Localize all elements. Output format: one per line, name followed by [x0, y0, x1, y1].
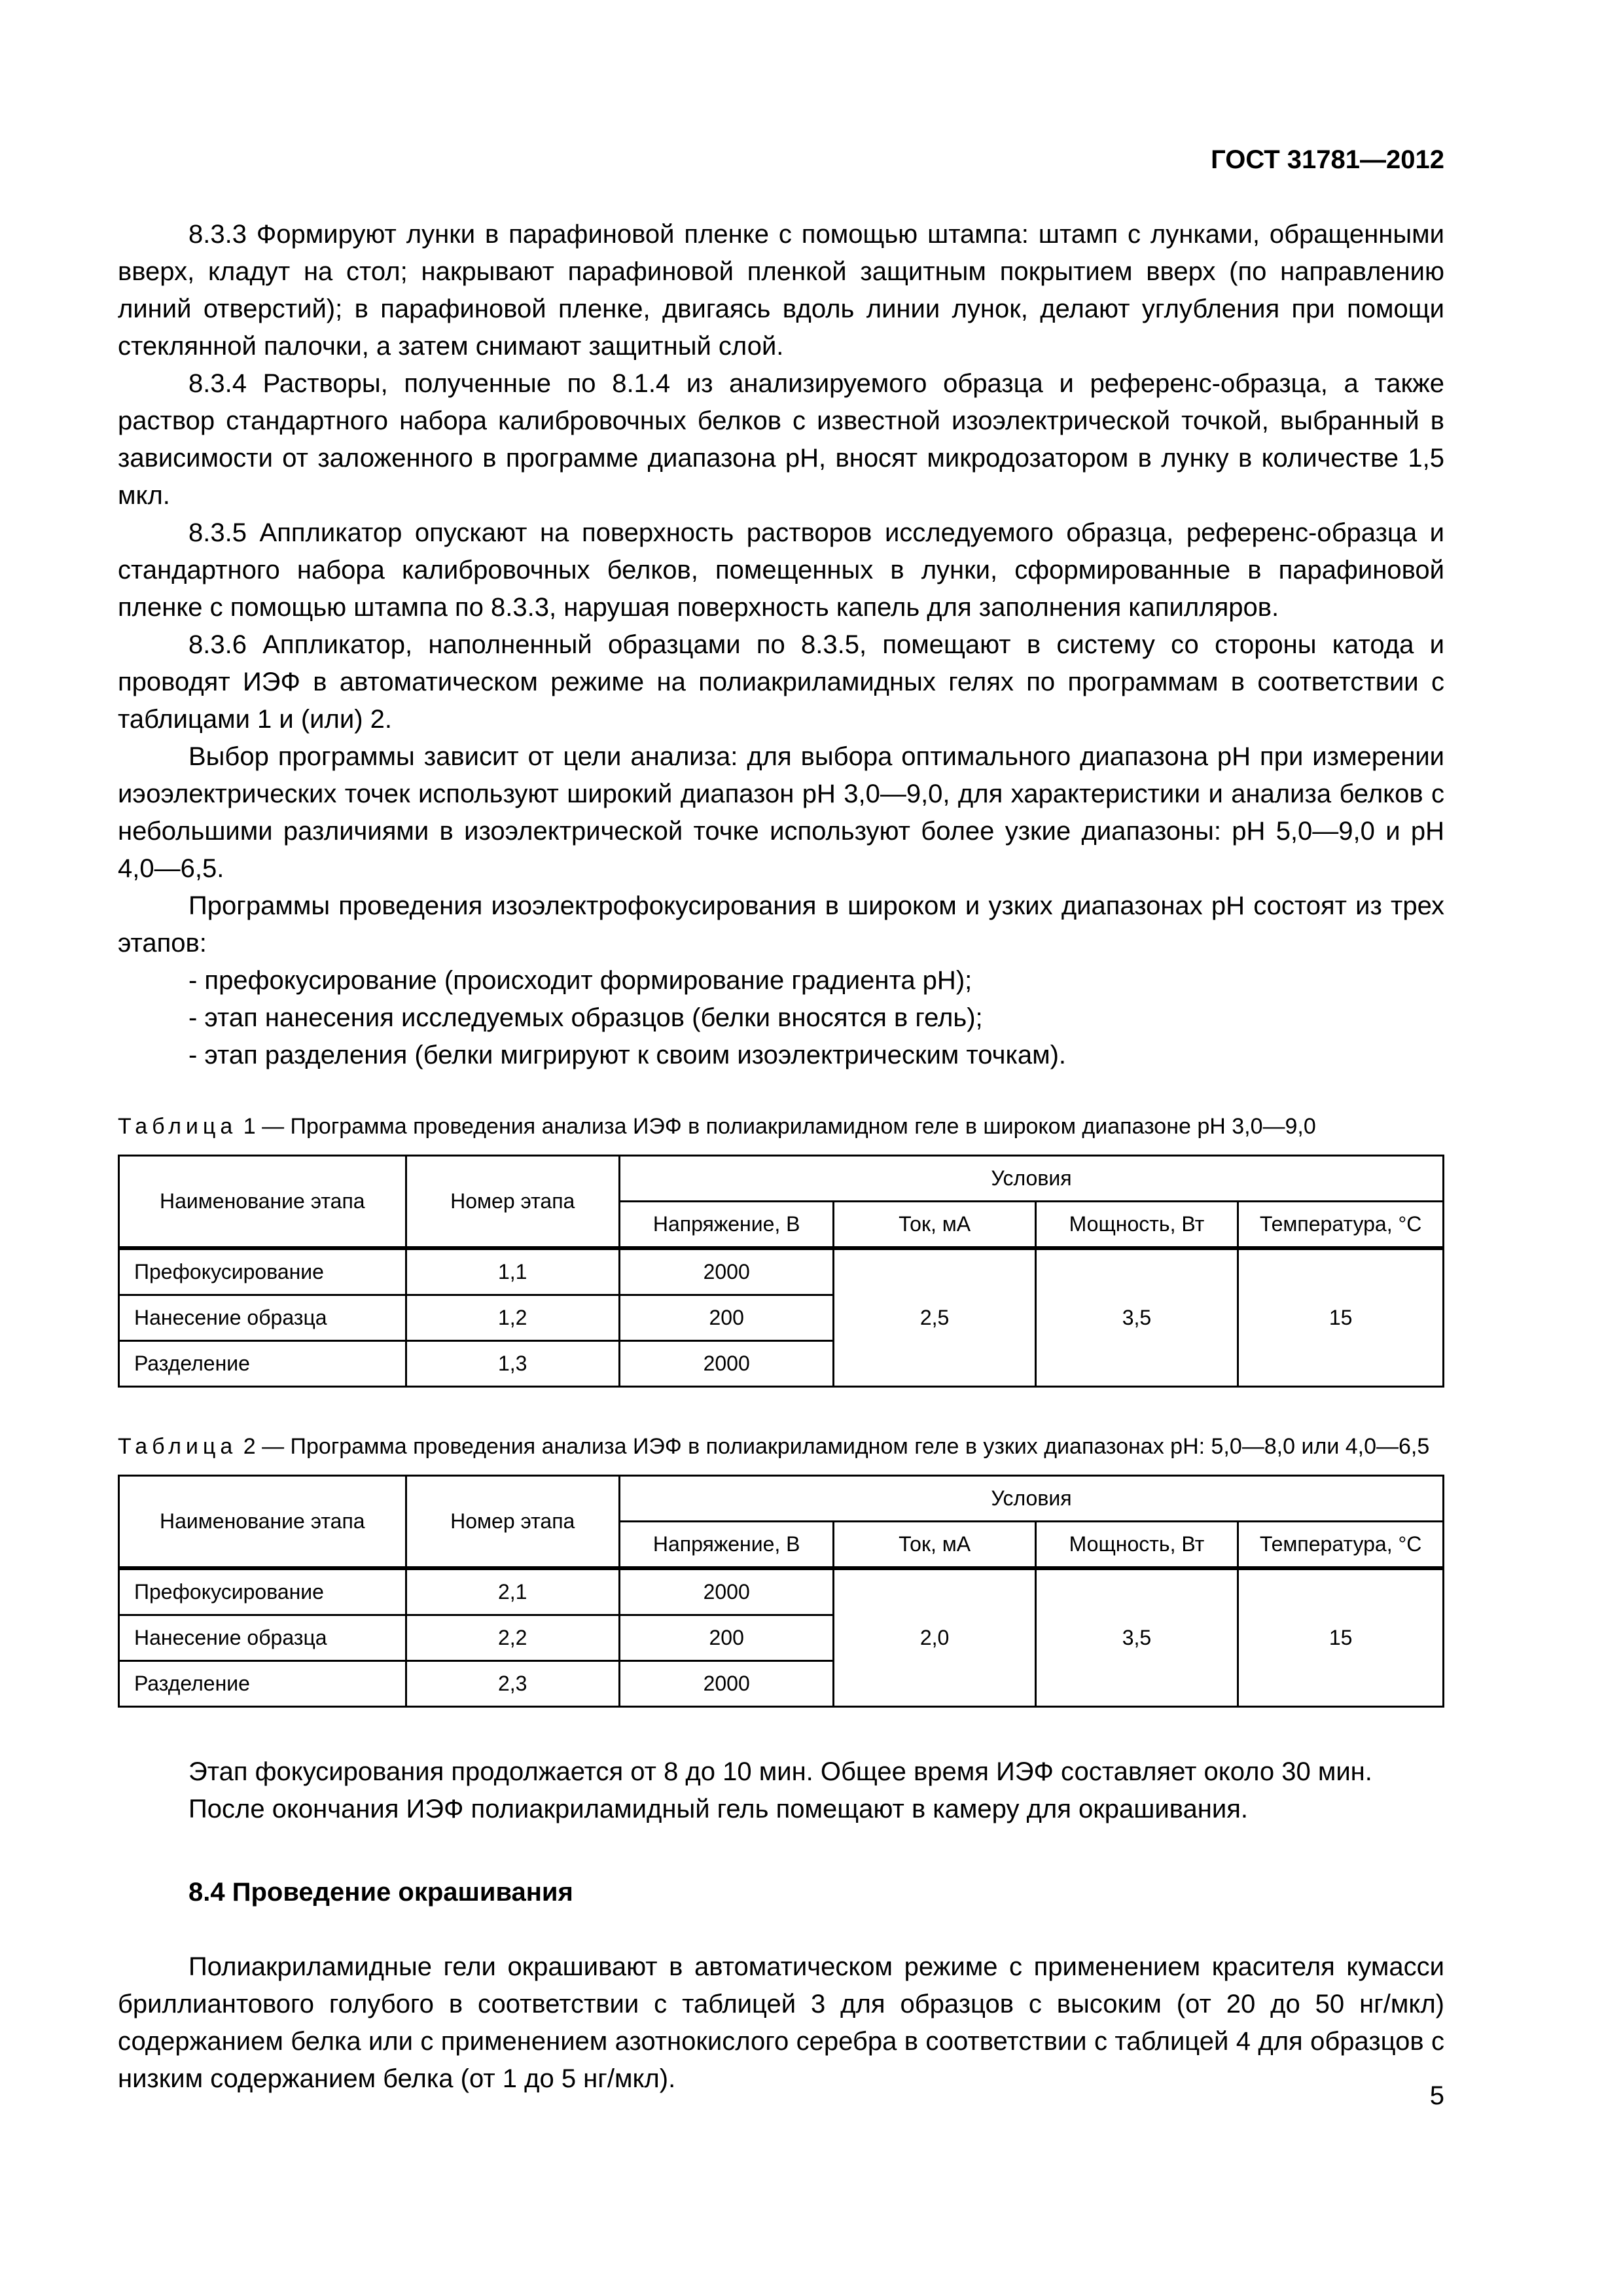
header-stage-number: Номер этапа	[406, 1156, 619, 1249]
paragraph-program-choice: Выбор программы зависит от цели анализа: для выбора оптимального диапазона рН при измерении иэоэлектрических точек используют широкий диапазон рН 3,0—9,0, для характеристики и анализа белков с небольшими различиями в изоэлектрической точке используют более узкие диапазоны: рН 5,0—9,0 и рН 4,0—6,5.	[118, 742, 1444, 883]
cell-current: 2,0	[834, 1568, 1035, 1707]
header-conditions: Условия	[619, 1156, 1443, 1202]
cell-voltage: 2000	[619, 1661, 834, 1707]
paragraph-8-3-6: 8.3.6 Аппликатор, наполненный образцами по 8.3.5, помещают в систему со стороны катода и проводят ИЭФ в автоматическом режиме на полиакриламидных гелях по программам в соответствии с таблицами 1 и (или) 2.	[118, 630, 1444, 734]
cell-stage-name: Разделение	[119, 1341, 406, 1387]
header-temperature: Температура, °С	[1238, 1522, 1444, 1569]
cell-voltage: 2000	[619, 1341, 834, 1387]
table-label: Таблица	[118, 1114, 238, 1139]
cell-stage-name: Префокусирование	[119, 1568, 406, 1615]
cell-voltage: 200	[619, 1615, 834, 1661]
cell-temperature: 15	[1238, 1568, 1444, 1707]
cell-voltage: 2000	[619, 1568, 834, 1615]
table-header-row	[119, 1476, 1444, 1522]
table-row	[119, 1568, 1444, 1615]
paragraph-program-stages: Программы проведения изоэлектрофокусирования в широком и узких диапазонах рН состоят из трех этапов:	[118, 891, 1444, 958]
page-number: 5	[1429, 2081, 1444, 2110]
cell-stage-name: Разделение	[119, 1661, 406, 1707]
paragraph-8-3-3: 8.3.3 Формируют лунки в парафиновой пленке с помощью штампа: штамп с лунками, обращенными вверх, кладут на стол; накрывают парафиновой пленкой защитным покрытием вверх (по направлению линий отверстий); в парафиновой пленке, двигаясь вдоль линии лунок, делают углубления при помощи стеклянной палочки, а затем снимают защитный слой.	[118, 220, 1444, 361]
header-power: Мощность, Вт	[1035, 1202, 1238, 1249]
table-caption-text: 2 — Программа проведения анализа ИЭФ в полиакриламидном геле в узких диапазонах рН: 5,0—8,0 или 4,0—6,5	[237, 1434, 1430, 1459]
table-row	[119, 1248, 1444, 1295]
header-stage-name: Наименование этапа	[119, 1476, 406, 1569]
standard-header: ГОСТ 31781—2012	[1211, 145, 1444, 174]
paragraph-focusing-time: Этап фокусирования продолжается от 8 до 10 мин. Общее время ИЭФ составляет около 30 мин.	[188, 1757, 1372, 1786]
paragraph-staining: Полиакриламидные гели окрашивают в автоматическом режиме с применением красителя кумасси бриллиантового голубого в соответствии с таблицей 3 для образцов с высоким (от 20 до 50 нг/мкл) содержанием белка или с применением азотнокислого серебра в соответствии с таблицей 4 для образцов с низким содержанием белка (от 1 до 5 нг/мкл).	[118, 1952, 1444, 2093]
header-current: Ток, мА	[834, 1202, 1035, 1249]
cell-voltage: 2000	[619, 1248, 834, 1295]
table-caption-text: 1 — Программа проведения анализа ИЭФ в полиакриламидном геле в широком диапазоне рН 3,0—9,0	[237, 1114, 1316, 1139]
table-2	[118, 1475, 1444, 1708]
cell-stage-name: Нанесение образца	[119, 1295, 406, 1341]
list-item: - префокусирование (происходит формирование градиента рН);	[188, 966, 972, 995]
header-conditions: Условия	[619, 1476, 1443, 1522]
cell-stage-number: 1,2	[406, 1295, 619, 1341]
cell-stage-number: 1,1	[406, 1248, 619, 1295]
cell-stage-number: 1,3	[406, 1341, 619, 1387]
paragraph-8-3-5: 8.3.5 Аппликатор опускают на поверхность растворов исследуемого образца, референс-образца и стандартного набора калибровочных белков, помещенных в лунки, сформированные в парафиновой пленке с помощью штампа по 8.3.3, нарушая поверхность капель для заполнения капилляров.	[118, 518, 1444, 622]
list-item: - этап нанесения исследуемых образцов (белки вносятся в гель);	[188, 1003, 983, 1032]
cell-stage-name: Нанесение образца	[119, 1615, 406, 1661]
cell-power: 3,5	[1035, 1248, 1238, 1387]
header-voltage: Напряжение, В	[619, 1202, 834, 1249]
header-temperature: Температура, °С	[1238, 1202, 1444, 1249]
cell-stage-number: 2,3	[406, 1661, 619, 1707]
table-1	[118, 1155, 1444, 1388]
paragraph-8-3-4: 8.3.4 Растворы, полученные по 8.1.4 из анализируемого образца и референс-образца, а также раствор стандартного набора калибровочных белков с известной изоэлектрической точкой, выбранный в зависимости от заложенного в программе диапазона рН, вносят микродозатором в лунку в количестве 1,5 мкл.	[118, 369, 1444, 510]
header-voltage: Напряжение, В	[619, 1522, 834, 1569]
header-stage-number: Номер этапа	[406, 1476, 619, 1569]
cell-power: 3,5	[1035, 1568, 1238, 1707]
cell-stage-name: Префокусирование	[119, 1248, 406, 1295]
cell-voltage: 200	[619, 1295, 834, 1341]
cell-temperature: 15	[1238, 1248, 1444, 1387]
cell-current: 2,5	[834, 1248, 1035, 1387]
cell-stage-number: 2,1	[406, 1568, 619, 1615]
header-stage-name: Наименование этапа	[119, 1156, 406, 1249]
cell-stage-number: 2,2	[406, 1615, 619, 1661]
page-content	[118, 216, 1444, 2098]
table-2-caption	[118, 1432, 1444, 1462]
section-heading-8-4: 8.4 Проведение окрашивания	[188, 1878, 573, 1907]
table-header-row	[119, 1156, 1444, 1202]
table-label: Таблица	[118, 1434, 238, 1459]
table-1-caption	[118, 1112, 1444, 1141]
paragraph-after-ief: После окончания ИЭФ полиакриламидный гель помещают в камеру для окрашивания.	[188, 1795, 1248, 1823]
list-item: - этап разделения (белки мигрируют к своим изоэлектрическим точкам).	[188, 1041, 1067, 1069]
header-power: Мощность, Вт	[1035, 1522, 1238, 1569]
header-current: Ток, мА	[834, 1522, 1035, 1569]
